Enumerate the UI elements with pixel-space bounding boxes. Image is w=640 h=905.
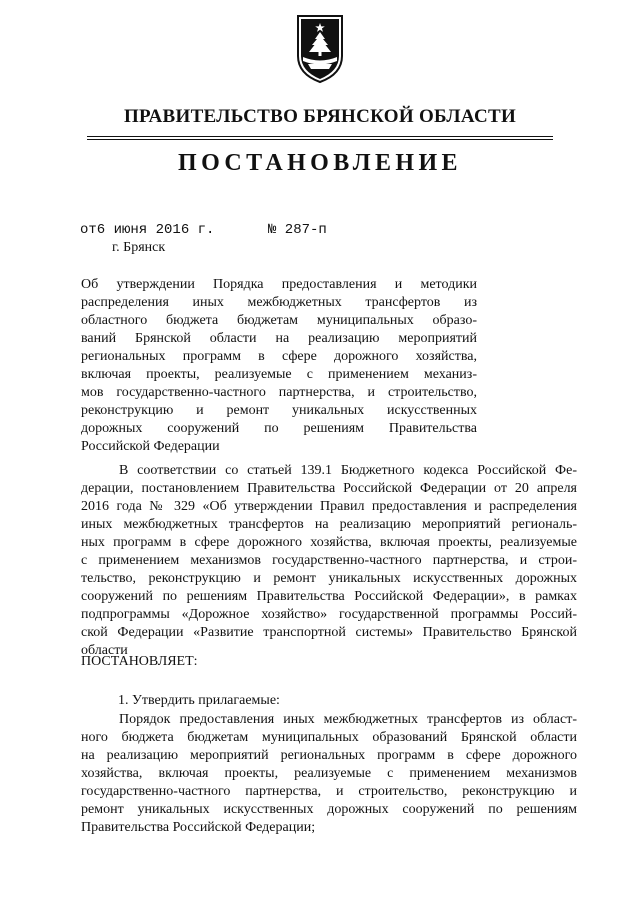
header-divider-thin — [87, 139, 553, 140]
item-1-heading: 1. Утвердить прилагаемые: — [118, 693, 280, 708]
document-date: от6 июня 2016 г. — [80, 222, 215, 238]
subject-line: ваний Брянской области на реализацию мероприятий — [81, 331, 477, 346]
item-line: хозяйства, включая проекты, реализуемые с применением механизмов — [81, 766, 577, 781]
subject-line: Российской Федерации — [81, 439, 220, 454]
preamble-line: сооружений по решениям Правительства Российской Федерации», в рамках — [81, 589, 577, 604]
document-number: № 287-п — [268, 222, 327, 238]
preamble-line: В соответствии со статьей 139.1 Бюджетного кодекса Российской Фе- — [119, 463, 577, 478]
item-line: Порядок предоставления иных межбюджетных трансфертов из област- — [119, 712, 577, 727]
preamble-line: ных программ в сфере дорожного хозяйства, включая проекты, реализуемые — [81, 535, 577, 550]
subject-line: мов государственно-частного партнерства, и строительство, — [81, 385, 477, 400]
item-line: ремонт уникальных искусственных дорожных сооружений по решениям — [81, 802, 577, 817]
document-city: г. Брянск — [112, 240, 166, 255]
header-divider-thick — [87, 136, 553, 137]
subject-line: реконструкцию и ремонт уникальных искусственных — [81, 403, 477, 418]
preamble-line: с применением механизмов государственно-частного партнерства, и строи- — [81, 553, 577, 568]
preamble-line: подпрограммы «Дорожное хозяйство» государственной программы Россий- — [81, 607, 577, 622]
preamble-line: ской Федерации «Развитие транспортной системы» Правительство Брянской — [81, 625, 577, 640]
subject-line: региональных программ в сфере дорожного хозяйства, — [81, 349, 477, 364]
document-type-title: ПОСТАНОВЛЕНИЕ — [178, 150, 462, 176]
subject-line: дорожных сооружений по решениям Правительства — [81, 421, 477, 436]
preamble-line: иных межбюджетных трансфертов на реализацию мероприятий региональ- — [81, 517, 577, 532]
item-line: на реализацию мероприятий региональных программ в сфере дорожного — [81, 748, 577, 763]
item-line: Правительства Российской Федерации; — [81, 820, 316, 835]
item-1-text — [81, 711, 577, 837]
preamble-line: тельство, реконструкцию и ремонт уникальных искусственных дорожных — [81, 571, 577, 586]
preamble-paragraph — [81, 462, 577, 660]
subject-line: областного бюджета бюджетам муниципальных образо- — [81, 313, 477, 328]
subject-line: Об утверждении Порядка предоставления и методики — [81, 277, 477, 292]
preamble-line: 2016 года № 329 «Об утверждении Правил предоставления и распределения — [81, 499, 577, 514]
item-line: государственно-частного партнерства, и строительство, реконструкцию и — [81, 784, 577, 799]
item-line: ного бюджета бюджетам муниципальных образований Брянской области — [81, 730, 577, 745]
decree-word: ПОСТАНОВЛЯЕТ: — [81, 654, 198, 669]
subject-line: включая проекты, реализуемые с применением механиз- — [81, 367, 477, 382]
subject-line: распределения иных межбюджетных трансфертов из — [81, 295, 477, 310]
preamble-line: дерации, постановлением Правительства Российской Федерации от 20 апреля — [81, 481, 577, 496]
document-subject — [81, 276, 477, 456]
bryansk-coat-of-arms-icon — [296, 14, 344, 84]
organization-title: ПРАВИТЕЛЬСТВО БРЯНСКОЙ ОБЛАСТИ — [123, 106, 517, 127]
preamble-line: области — [81, 643, 128, 658]
